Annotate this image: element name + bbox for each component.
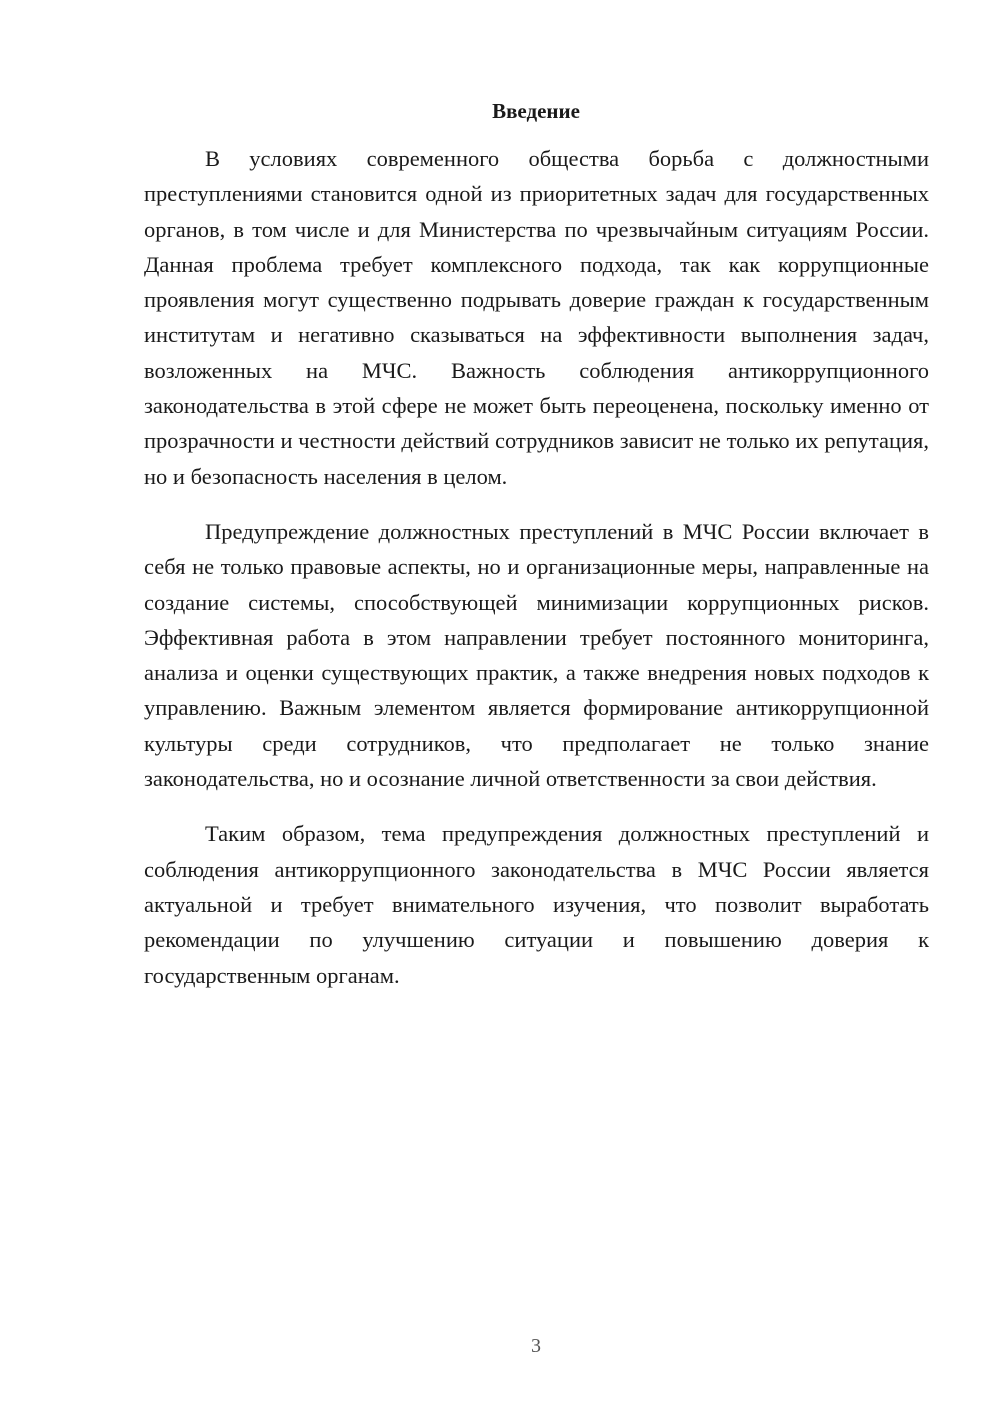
paragraph-2: Предупреждение должностных преступлений в МЧС России включает в себя не только правовые аспекты, но и организационные меры, направленные на создание системы, способствующей минимизации коррупционных рисков. Эффективная работа в этом направлении требует постоянного мониторинга, анализа и оценки существующих практик, а также внедрения новых подходов к управлению. Важным элементом является формирование антикоррупционной культуры среди сотрудников, что предполагает не только знание законодательства, но и осознание личной ответственности за свои действия. xyxy=(144,518,929,792)
body-text xyxy=(144,141,929,993)
section-heading: Введение xyxy=(492,99,580,123)
paragraph-3: Таким образом, тема предупреждения должностных преступлений и соблюдения антикоррупционного законодательства в МЧС России является актуальной и требует внимательного изучения, что позволит выработать рекомендации по улучшению ситуации и повышению доверия к государственным органам. xyxy=(144,821,929,988)
paragraph-1: В условиях современного общества борьба с должностными преступлениями становится одной из приоритетных задач для государственных органов, в том числе и для Министерства по чрезвычайным ситуациям России. Данная проблема требует комплексного подхода, так как коррупционные проявления могут существенно подрывать доверие граждан к государственным институтам и негативно сказываться на эффективности выполнения задач, возложенных на МЧС. Важность соблюдения антикоррупционного законодательства в этой сфере не может быть переоценена, поскольку именно от прозрачности и честности действий сотрудников зависит не только их репутация, но и безопасность населения в целом. xyxy=(144,146,929,489)
page-number: 3 xyxy=(531,1335,541,1357)
